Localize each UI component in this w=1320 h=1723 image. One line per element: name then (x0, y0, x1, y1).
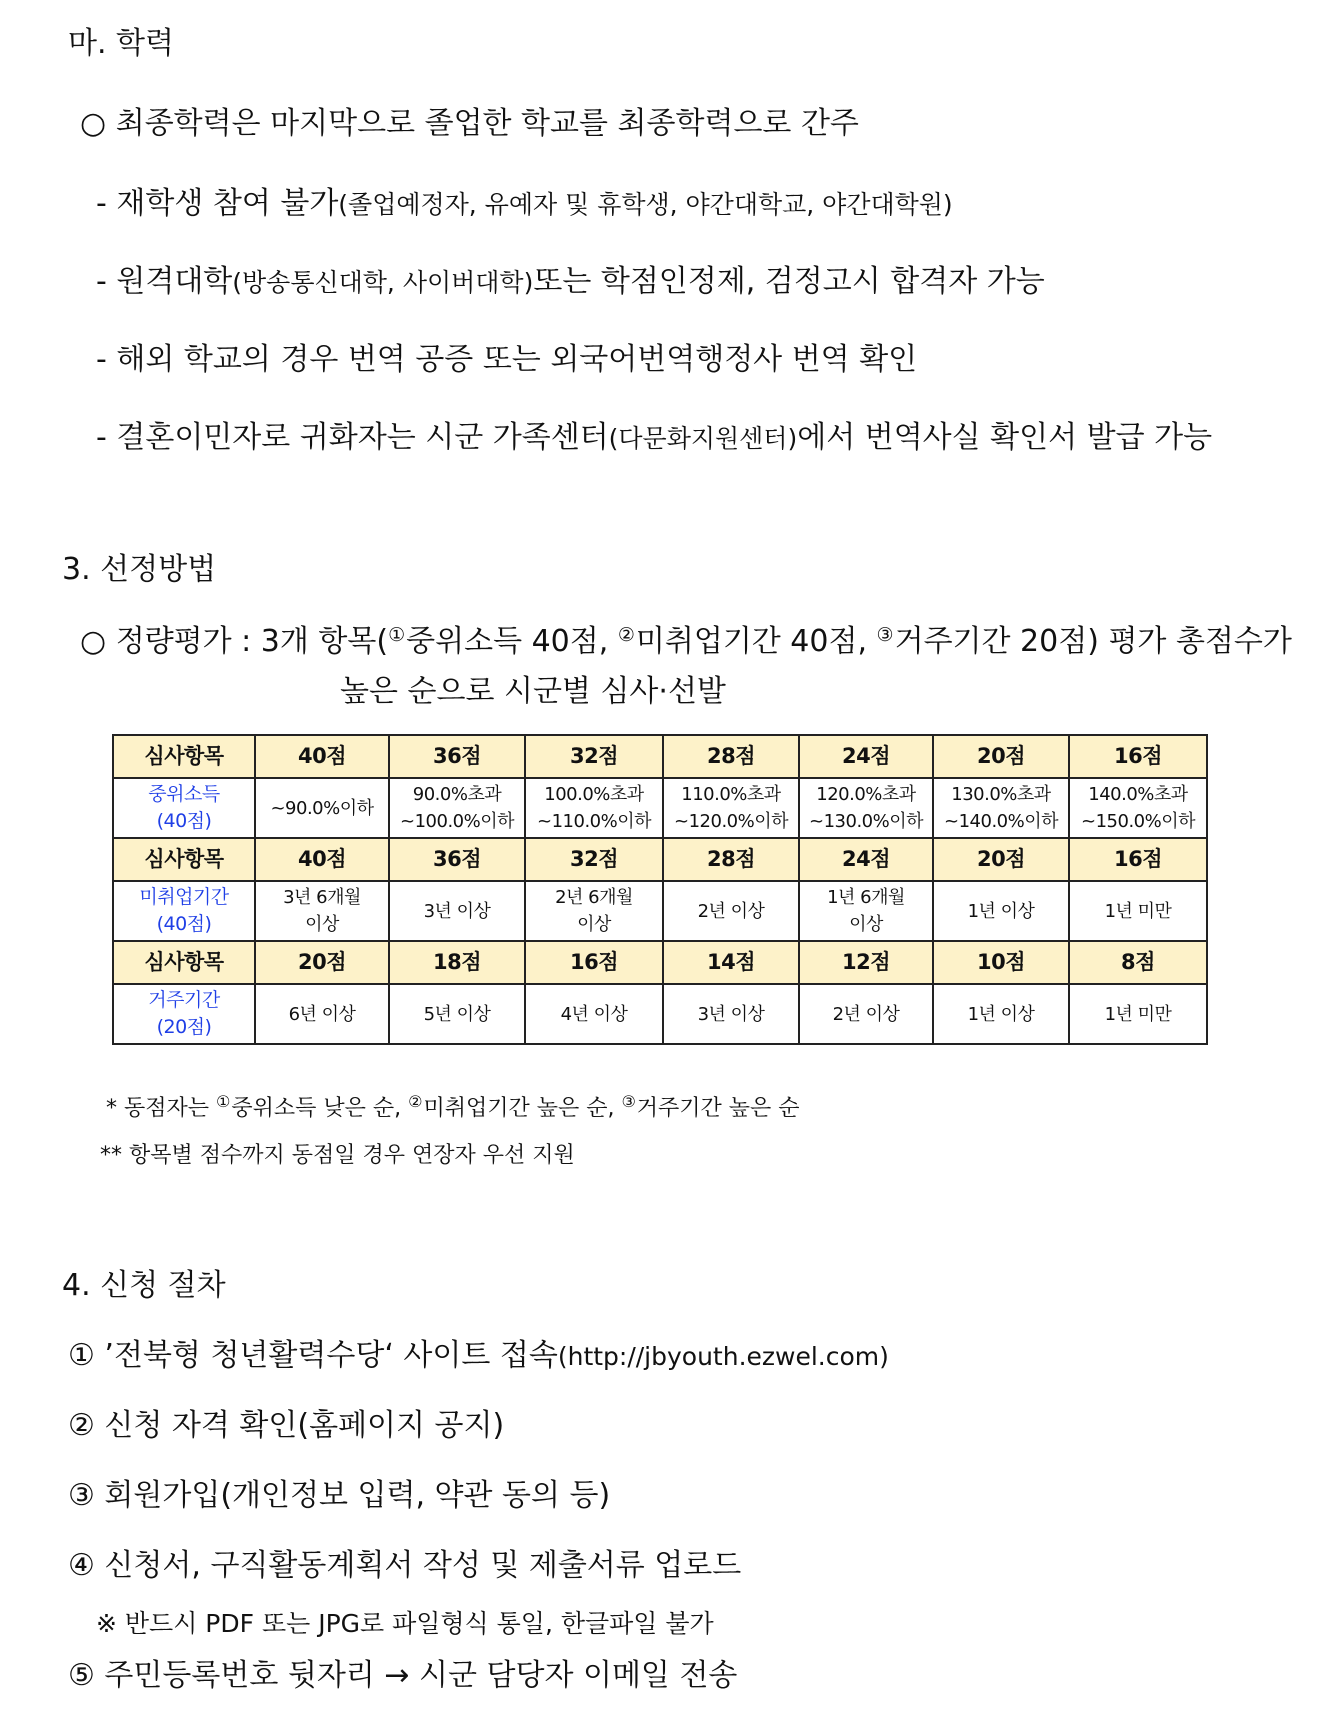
selection-item-2: 미취업기간 40점, (635, 624, 877, 659)
header-cell: 18점 (389, 941, 525, 984)
circled-3: ③ (876, 624, 894, 646)
circled-1: ① (216, 1092, 231, 1111)
section-ma-title: 마. 학력 (68, 26, 175, 61)
table-cell: 1년 6개월 이상 (799, 881, 933, 941)
table-cell: 1년 미만 (1069, 881, 1207, 941)
score-table (112, 734, 1208, 1045)
table-cell: 90.0%초과 ~100.0%이하 (389, 778, 525, 838)
header-cell: 8점 (1069, 941, 1207, 984)
step-3: ③ 회원가입(개인정보 입력, 약관 동의 등) (68, 1478, 611, 1513)
education-bullet-4 (96, 418, 1212, 459)
bullet-4-rest: 에서 번역사실 확인서 발급 가능 (797, 420, 1213, 455)
row-median-income (113, 778, 1207, 838)
header-cell: 32점 (525, 838, 663, 881)
table-cell: 2년 6개월 이상 (525, 881, 663, 941)
header-cell: 14점 (663, 941, 799, 984)
circled-2: ② (408, 1092, 423, 1111)
site-url[interactable]: (http://jbyouth.ezwel.com) (557, 1342, 889, 1371)
header-cell: 20점 (933, 735, 1069, 778)
education-main-text: ○ 최종학력은 마지막으로 졸업한 학교를 최종학력으로 간주 (80, 106, 859, 141)
header-cell: 28점 (663, 735, 799, 778)
table-cell: 1년 이상 (933, 984, 1069, 1044)
selection-text-a: ○ 정량평가 : 3개 항목( (80, 624, 389, 659)
label-residence-period: 거주기간 (20점) (113, 984, 255, 1044)
bullet-2-note: (방송통신대학, 사이버대학) (232, 268, 534, 297)
bullet-1-text: - 재학생 참여 불가 (96, 186, 339, 221)
table-cell: 100.0%초과 ~110.0%이하 (525, 778, 663, 838)
circled-2: ② (617, 624, 635, 646)
table-cell: 2년 이상 (663, 881, 799, 941)
table-cell: 140.0%초과 ~150.0%이하 (1069, 778, 1207, 838)
table-cell: 2년 이상 (799, 984, 933, 1044)
header-cell: 16점 (1069, 838, 1207, 881)
row-residence-period (113, 984, 1207, 1044)
bullet-4-text: - 결혼이민자로 귀화자는 시군 가족센터 (96, 420, 609, 455)
selection-method-line-1 (80, 615, 1292, 662)
table-cell: 3년 6개월 이상 (255, 881, 389, 941)
row-unemployment-period (113, 881, 1207, 941)
header-cell: 24점 (799, 735, 933, 778)
bullet-4-note: (다문화지원센터) (608, 424, 798, 453)
section-3-title: 3. 선정방법 (62, 552, 217, 587)
table-cell: 5년 이상 (389, 984, 525, 1044)
header-cell: 32점 (525, 735, 663, 778)
table-cell: 4년 이상 (525, 984, 663, 1044)
header-row-unemployment (113, 838, 1207, 881)
table-cell: 130.0%초과 ~140.0%이하 (933, 778, 1069, 838)
header-cell: 10점 (933, 941, 1069, 984)
header-cell: 16점 (1069, 735, 1207, 778)
header-cell: 16점 (525, 941, 663, 984)
step-4: ④ 신청서, 구직활동계획서 작성 및 제출서류 업로드 (68, 1548, 742, 1583)
header-cell: 심사항목 (113, 838, 255, 881)
header-cell: 40점 (255, 735, 389, 778)
header-row-residence (113, 941, 1207, 984)
selection-method-line-2: 높은 순으로 시군별 심사·선발 (340, 674, 726, 709)
header-cell: 36점 (389, 838, 525, 881)
section-4-title: 4. 신청 절차 (62, 1268, 226, 1303)
tie-break-note: * 동점자는 ①중위소득 낮은 순, ②미취업기간 높은 순, ③거주기간 높은 순 (106, 1092, 800, 1121)
header-cell: 40점 (255, 838, 389, 881)
label-median-income: 중위소득 (40점) (113, 778, 255, 838)
file-format-note: ※ 반드시 PDF 또는 JPG로 파일형식 통일, 한글파일 불가 (96, 1609, 714, 1638)
table-cell: 120.0%초과 ~130.0%이하 (799, 778, 933, 838)
header-cell: 12점 (799, 941, 933, 984)
table-cell: ~90.0%이하 (255, 778, 389, 838)
header-cell: 28점 (663, 838, 799, 881)
header-cell: 36점 (389, 735, 525, 778)
header-cell: 심사항목 (113, 941, 255, 984)
header-row-income (113, 735, 1207, 778)
header-cell: 심사항목 (113, 735, 255, 778)
age-priority-note: ** 항목별 점수까지 동점일 경우 연장자 우선 지원 (100, 1143, 575, 1168)
bullet-2-rest: 또는 학점인정제, 검정고시 합격자 가능 (533, 264, 1045, 299)
selection-item-1: 중위소득 40점, (406, 624, 618, 659)
step-5: ⑤ 주민등록번호 뒷자리 → 시군 담당자 이메일 전송 (68, 1658, 738, 1693)
step-1: ① ’전북형 청년활력수당‘ 사이트 접속(http://jbyouth.ezwel.com) (68, 1338, 889, 1373)
table-cell: 1년 미만 (1069, 984, 1207, 1044)
education-bullet-3: - 해외 학교의 경우 번역 공증 또는 외국어번역행정사 번역 확인 (96, 342, 918, 377)
header-cell: 20점 (933, 838, 1069, 881)
header-cell: 24점 (799, 838, 933, 881)
bullet-2-text: - 원격대학 (96, 264, 233, 299)
education-bullet-2 (96, 262, 1045, 303)
header-cell: 20점 (255, 941, 389, 984)
circled-3: ③ (621, 1092, 636, 1111)
label-unemployment-period: 미취업기간 (40점) (113, 881, 255, 941)
table-cell: 1년 이상 (933, 881, 1069, 941)
step-2: ② 신청 자격 확인(홈페이지 공지) (68, 1408, 505, 1443)
table-cell: 110.0%초과 ~120.0%이하 (663, 778, 799, 838)
selection-item-3: 거주기간 20점) 평가 총점수가 (894, 624, 1292, 659)
education-bullet-1 (96, 184, 953, 225)
circled-1: ① (388, 624, 406, 646)
table-cell: 6년 이상 (255, 984, 389, 1044)
table-cell: 3년 이상 (663, 984, 799, 1044)
bullet-1-note: (졸업예정자, 유예자 및 휴학생, 야간대학교, 야간대학원) (338, 190, 953, 219)
table-cell: 3년 이상 (389, 881, 525, 941)
